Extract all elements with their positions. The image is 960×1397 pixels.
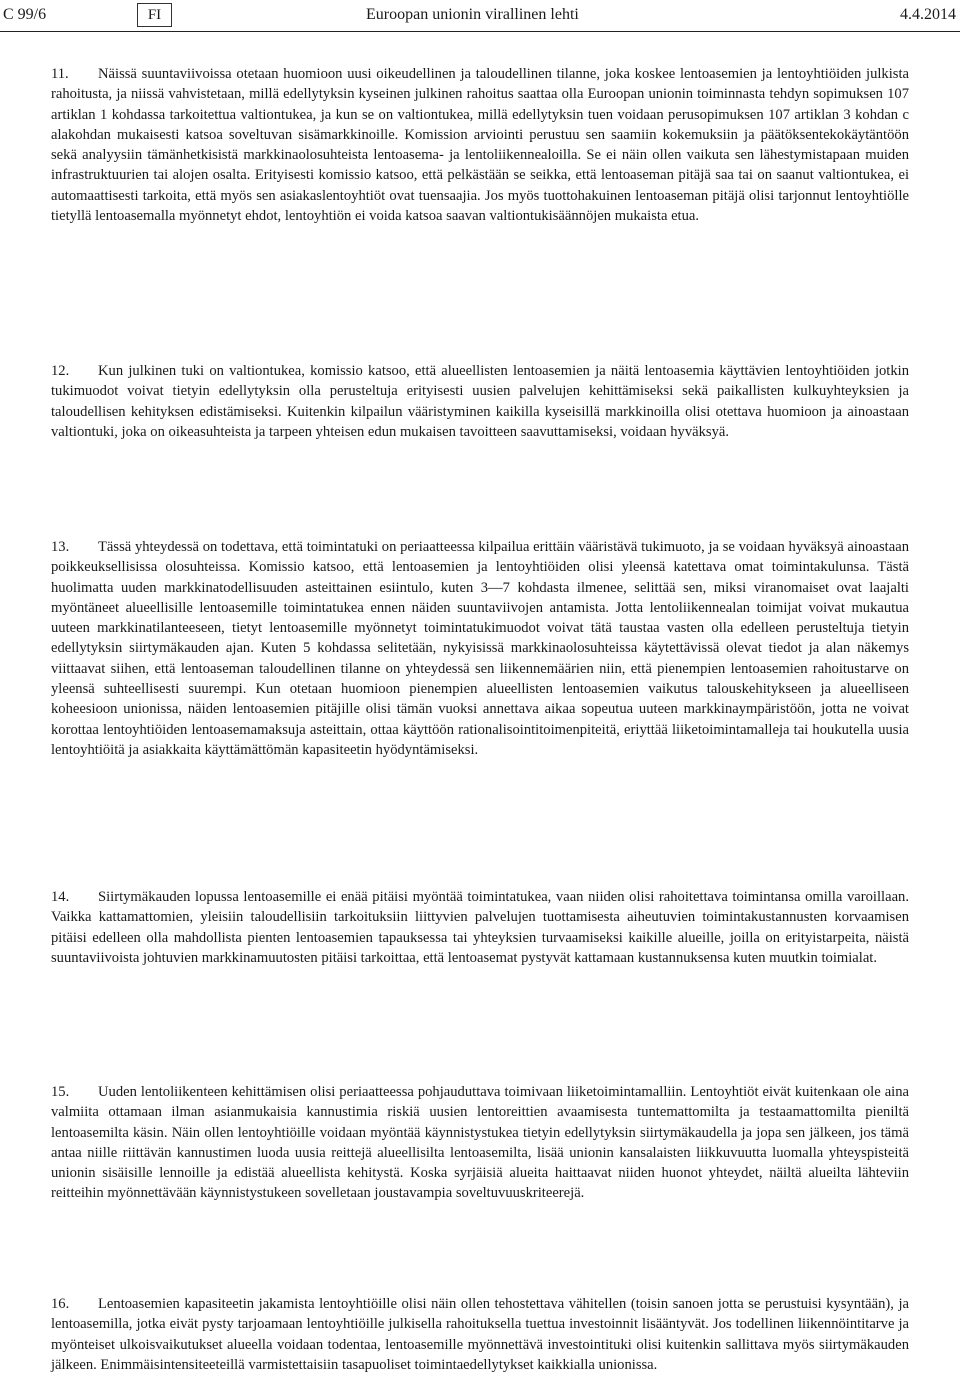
- paragraph-number: 16.: [51, 1296, 70, 1312]
- journal-reference: C 99/6: [3, 6, 47, 23]
- paragraph-11: [51, 64, 909, 226]
- paragraph-number: 15.: [51, 1084, 70, 1100]
- paragraph-16: [51, 1294, 909, 1375]
- journal-title: Euroopan unionin virallinen lehti: [366, 6, 579, 23]
- paragraph-text: Lentoasemien kapasiteetin jakamista lentoyhtiöille olisi näin ollen tehostettava vähitellen (toisin sanoen jotta se perustuisi kysyntään), ja lentoasemilla, jotka eivät pysty tarjoamaan lentoyhtiöille julkisella rahoituksella tuettua investoinnit lisääntyvät. Jos todellinen liikennöintitarve ja myönteiset ulkoisvaikutukset alueella voidaan todentaa, lentoasemille myönnettävä investointituki olisi kuitenkin sallittava myös siirtymäkauden jälkeen. Enimmäisintensiteeteillä varmistettaisiin tasapuoliset toimintaedellytykset kaikkialla unionissa.: [51, 1296, 909, 1373]
- paragraph-14: [51, 887, 909, 968]
- paragraph-text: Kun julkinen tuki on valtiontukea, komissio katsoo, että alueellisten lentoasemien ja näitä lentoasemia käyttävien lentoyhtiöiden jotkin tukimuodot voivat tietyin edellytyksin olla perusteltuja erityisesti uusien palvelujen kehittämiseksi sekä paikallisten kulkuyhteyksien ja taloudellisen kehityksen edistämiseksi. Kuitenkin kilpailun vääristyminen kaikilla kyseisillä markkinoilla olisi otettava huomioon ja ainoastaan valtiontuki, joka on oikeasuhteista ja tarpeen yhteisen edun mukaisen tavoitteen saavuttamiseksi, voidaan hyväksyä.: [51, 363, 909, 440]
- page-header: [0, 0, 960, 30]
- header-rule: [0, 31, 960, 32]
- paragraph-number: 13.: [51, 539, 70, 555]
- publication-date: 4.4.2014: [900, 6, 956, 23]
- language-code-box: FI: [137, 3, 172, 27]
- paragraph-13: [51, 537, 909, 760]
- paragraph-text: Siirtymäkauden lopussa lentoasemille ei enää pitäisi myöntää toimintatukea, vaan niiden olisi rahoitettava toimintansa omilla varoillaan. Vaikka kattamattomien, yleisiin taloudellisiin tarkoituksiin liittyvien palvelujen tuottamisesta aiheutuvien toimintakustannusten korvaamisen pitäisi edelleen olla mahdollista pienten lentoasemien tapauksessa tai yhteyksien turvaamiseksi kaikille alueille, joilla on erityistarpeita, näistä suuntaviivoista johtuvien markkinamuutosten pitäisi tarkoittaa, että lentoasemat pystyvät kattamaan kustannuksensa kuten muutkin toimialat.: [51, 889, 909, 966]
- paragraph-text: Tässä yhteydessä on todettava, että toimintatuki on periaatteessa kilpailua erittäin vääristävä tukimuoto, ja se voidaan hyväksyä ainoastaan poikkeuksellisissa olosuhteissa. Komissio katsoo, että lentoasemien ja lentoyhtiöiden olisi yleensä katettava omat toimintakulunsa. Tästä huolimatta uuden markkinatodellisuuden asteittainen esiintulo, kuten 3—7 kohdasta ilmenee, selittää sen, miksi viranomaiset ovat laajalti myöntäneet alueellisille lentoasemille toimintatukea ennen näiden suuntaviivojen antamista. Jotta lentoliikennealan toimijat voivat mukautua uuteen markkinatilanteeseen, tietyt lentoasemille myönnetyt toimintatukimuodot voivat tätä taustaa vasten olla edelleen perusteltuja tietyin edellytyksin siirtymäkauden ajan. Kuten 5 kohdassa selitetään, nykyisissä markkinaolosuhteissa käytettävissä olevat tiedot ja alan näkemys viittaavat siihen, että lentoaseman taloudellinen tilanne on yhteydessä sen liikennemäärien niin, että pienempien lentoasemien rahoitustarve on yleensä suhteellisesti suurempi. Kun otetaan huomioon pienempien alueellisten lentoasemien vaikutus talouskehitykseen ja alueelliseen koheesioon unionissa, näiden lentoasemien pitäjille olisi tämän vuoksi annettava aikaa sopeutua uuteen markkinaympäristöön, jotta ne voivat korottaa lentoyhtiöiden lentoasemamaksuja asteittain, ottaa käyttöön rationalisointitoimenpiteitä, eriyttää liiketoimintamalleja tai houkutella uusia lentoyhtiöitä ja asiakkaita käyttämättömän kapasiteetin hyödyntämiseksi.: [51, 539, 909, 758]
- paragraph-15: [51, 1082, 909, 1204]
- paragraph-text: Näissä suuntaviivoissa otetaan huomioon uusi oikeudellinen ja taloudellinen tilanne, joka koskee lentoasemien ja lentoyhtiöiden julkista rahoitusta, ja niissä vahvistetaan, millä edellytyksin kyseinen julkinen rahoitus saattaa olla Euroopan unionin toiminnasta tehdyn sopimuksen 107 artiklan 1 kohdassa tarkoitettua valtiontukea, ja kun se on valtiontukea, millä edellytyksin tuen voidaan perusopimuksen 107 artiklan 3 kohdan c alakohdan mukaisesti katsoa soveltuvan sisämarkkinoille. Komission arviointi perustuu sen saamiin kokemuksiin ja päätöksentekokäytäntöön sekä analyysiin tämänhetkisistä markkinaolosuhteista lentoasema- ja lentoliikennealoilla. Se ei näin ollen vaikuta sen lähestymistapaan muiden infrastruktuurien tai alojen osalta. Erityisesti komissio katsoo, että pelkästään se seikka, että lentoaseman pitäjä saa tai on saanut valtiontukea, ei automaattisesti tarkoita, että myös sen asiakaslentoyhtiöt ovat tuensaajia. Jos myös tuottohakuinen lentoaseman pitäjä olisi tarjonnut lentoyhtiölle tietyllä lentoasemalla myönnetyt ehdot, lentoyhtiön ei voida katsoa saavan valtiontukisäännöjen mukaista etua.: [51, 66, 909, 225]
- paragraph-number: 11.: [51, 66, 69, 82]
- paragraph-text: Uuden lentoliikenteen kehittämisen olisi periaatteessa pohjauduttava toimivaan liiketoimintamalliin. Lentoyhtiöt eivät kuitenkaan ole aina valmiita ottamaan ilman asianmukaisia kannustimia riskiä uusien lentoreittien avaamisesta tuntemattomilta ja testaamattomilta pieniltä lentoasemilta käsin. Näin ollen lentoyhtiöille voidaan myöntää käynnistystukea tietyin edellytyksin siirtymäkaudella ja jopa sen jälkeen, jos tämä antaa niille riittävän kannustimen luoda uusia reittejä alueellisilta lentoasemilta, lisää unionin kansalaisten liikkuvuutta luomalla yhteyspisteitä unionin sisäisille lennoille ja edistää alueellista kehitystä. Koska syrjäisiä alueita haittaavat niiden huonot yhteydet, näiltä alueilta lähteviin reitteihin myönnettävään käynnistystukeen sovelletaan joustavampia soveltuvuuskriteerejä.: [51, 1084, 909, 1202]
- paragraph-number: 14.: [51, 889, 70, 905]
- paragraph-number: 12.: [51, 363, 70, 379]
- paragraph-12: [51, 361, 909, 442]
